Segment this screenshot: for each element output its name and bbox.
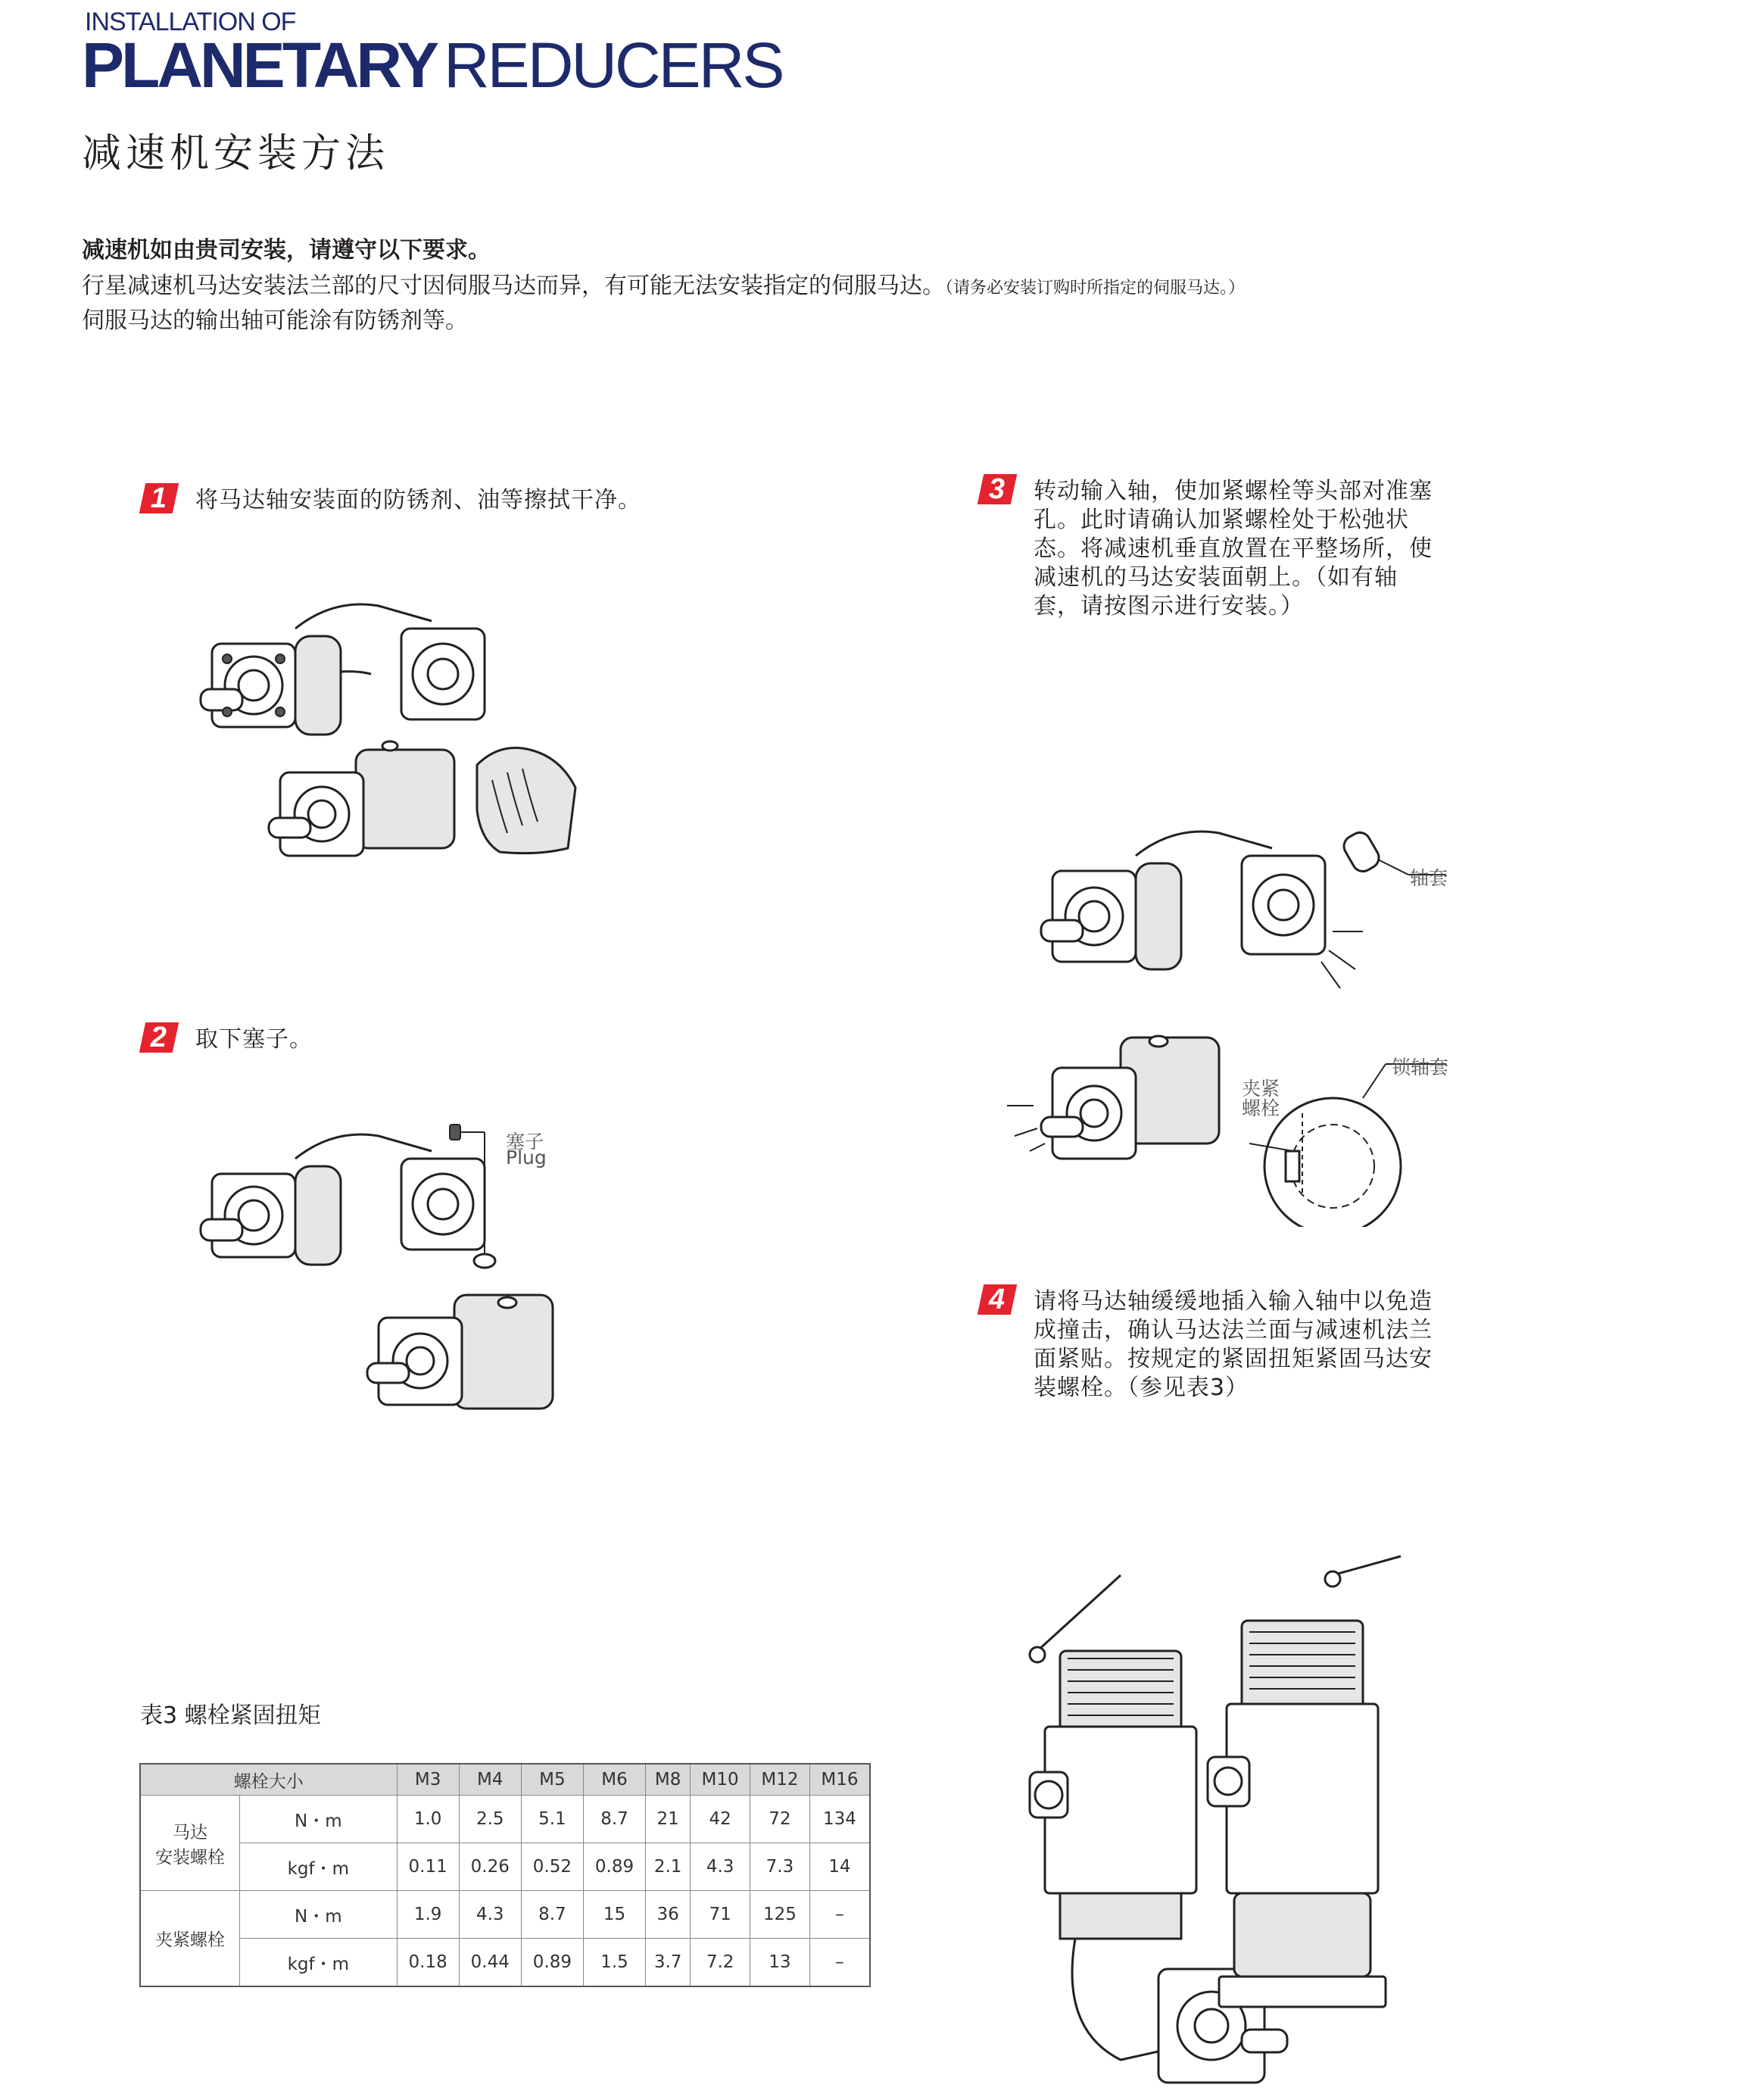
- header-size: M8: [646, 1764, 691, 1796]
- step-4-text: [1034, 1287, 1433, 1403]
- group-name-line: 夹紧螺栓: [155, 1930, 225, 1950]
- header-size: M10: [691, 1764, 750, 1796]
- step-4-line: 请将马达轴缓缓地插入输入轴中以免造: [1034, 1288, 1433, 1315]
- step-1-illustration: [182, 583, 606, 871]
- value-cell: 2.1: [646, 1843, 691, 1891]
- page-title-en: [82, 30, 783, 101]
- value-cell: 72: [750, 1796, 810, 1843]
- value-cell: 134: [809, 1796, 870, 1843]
- intro-note: （请务必安装订购时所指定的伺服马达。）: [945, 279, 1246, 298]
- value-cell: 0.44: [459, 1939, 521, 1987]
- value-cell: 4.3: [691, 1843, 750, 1891]
- group-name-line: 马达: [173, 1822, 207, 1843]
- step-4-illustration: [1015, 1545, 1423, 2090]
- value-cell: 0.89: [583, 1843, 645, 1891]
- step-4-line: 面紧贴。按规定的紧固扭矩紧固马达安: [1034, 1346, 1433, 1372]
- value-cell: 36: [646, 1891, 691, 1939]
- step-2-badge: 2: [139, 1022, 179, 1053]
- header-size: M12: [750, 1764, 810, 1796]
- table-row: [140, 1891, 870, 1939]
- step-3-line: 态。将减速机垂直放置在平整场所，使: [1034, 535, 1433, 562]
- header-size: M3: [397, 1764, 459, 1796]
- intro-heading: 减速机如由贵司安装，请遵守以下要求。: [82, 237, 491, 264]
- lock-sleeve-label: 锁轴套: [1392, 1056, 1449, 1078]
- value-cell: 0.89: [521, 1939, 583, 1987]
- value-cell: 8.7: [583, 1796, 645, 1843]
- subtitle-en: INSTALLATION OF: [85, 8, 296, 36]
- table-caption: 表3 螺栓紧固扭矩: [140, 1702, 321, 1729]
- value-cell: 0.26: [459, 1843, 521, 1891]
- header-size: M5: [521, 1764, 583, 1796]
- page-title-cn: 减速机安装方法: [82, 131, 390, 176]
- plug-label-en: Plug: [506, 1147, 547, 1169]
- group-motor-bolt: [140, 1796, 240, 1891]
- clamp-bolt-label-1: 夹紧: [1242, 1078, 1280, 1100]
- value-cell: 1.5: [583, 1939, 645, 1987]
- group-name-line: 安装螺栓: [155, 1847, 225, 1868]
- step-2-text: 取下塞子。: [195, 1026, 313, 1053]
- value-cell: 14: [809, 1843, 870, 1891]
- value-cell: 2.5: [459, 1796, 521, 1843]
- unit-cell: kgf・m: [240, 1843, 398, 1891]
- table-row: [140, 1939, 870, 1987]
- value-cell: 15: [583, 1891, 645, 1939]
- step-4-badge: 4: [978, 1284, 1018, 1315]
- value-cell: 125: [750, 1891, 810, 1939]
- step-3-illustration-top: [1022, 818, 1446, 1030]
- value-cell: 42: [691, 1796, 750, 1843]
- value-cell: 5.1: [521, 1796, 583, 1843]
- value-cell: 0.52: [521, 1843, 583, 1891]
- group-clamp-bolt: [140, 1891, 240, 1987]
- step-3-line: 减速机的马达安装面朝上。（如有轴: [1034, 564, 1398, 591]
- value-cell: 71: [691, 1891, 750, 1939]
- unit-cell: N・m: [240, 1891, 398, 1939]
- value-cell: –: [809, 1939, 870, 1987]
- table-row: [140, 1796, 870, 1843]
- value-cell: 1.9: [397, 1891, 459, 1939]
- value-cell: 13: [750, 1939, 810, 1987]
- sleeve-label: 轴套: [1410, 867, 1448, 889]
- value-cell: 0.11: [397, 1843, 459, 1891]
- header-size: M16: [809, 1764, 870, 1796]
- step-3-illustration-bottom: [999, 1022, 1454, 1227]
- intro-text-1: 行星减速机马达安装法兰部的尺寸因伺服马达而异，有可能无法安装指定的伺服马达。: [82, 273, 945, 299]
- step-3-text: [1034, 477, 1433, 621]
- header-size: M4: [459, 1764, 521, 1796]
- value-cell: 7.3: [750, 1843, 810, 1891]
- value-cell: 8.7: [521, 1891, 583, 1939]
- plug-label-cn: 塞子: [506, 1131, 544, 1153]
- step-1-text: 将马达轴安装面的防锈剂、油等擦拭干净。: [195, 487, 641, 513]
- header-bolt-size: 螺栓大小: [140, 1764, 397, 1796]
- value-cell: 21: [646, 1796, 691, 1843]
- torque-table: [139, 1763, 871, 1987]
- step-3-badge: 3: [978, 474, 1018, 504]
- clamp-bolt-label-2: 螺栓: [1242, 1097, 1280, 1119]
- intro-line-1: [82, 267, 1245, 300]
- title-bold: PLANETARY: [82, 30, 436, 101]
- step-1-badge: 1: [139, 483, 179, 513]
- value-cell: 0.18: [397, 1939, 459, 1987]
- value-cell: 3.7: [646, 1939, 691, 1987]
- title-light: REDUCERS: [444, 30, 783, 101]
- unit-cell: N・m: [240, 1796, 398, 1843]
- value-cell: 4.3: [459, 1891, 521, 1939]
- step-4-line: 装螺栓。（参见表3）: [1034, 1375, 1249, 1401]
- value-cell: 1.0: [397, 1796, 459, 1843]
- value-cell: –: [809, 1891, 870, 1939]
- intro-line-2: 伺服马达的输出轴可能涂有防锈剂等。: [82, 307, 468, 334]
- step-3-line: 转动输入轴，使加紧螺栓等头部对准塞: [1034, 478, 1433, 504]
- table-row: [140, 1843, 870, 1891]
- step-3-line: 孔。此时请确认加紧螺栓处于松弛状: [1034, 507, 1409, 533]
- step-4-line: 成撞击，确认马达法兰面与减速机法兰: [1034, 1317, 1433, 1343]
- table-header-row: [140, 1764, 870, 1796]
- step-3-line: 套，请按图示进行安装。）: [1034, 593, 1304, 619]
- value-cell: 7.2: [691, 1939, 750, 1987]
- header-size: M6: [583, 1764, 645, 1796]
- unit-cell: kgf・m: [240, 1939, 398, 1987]
